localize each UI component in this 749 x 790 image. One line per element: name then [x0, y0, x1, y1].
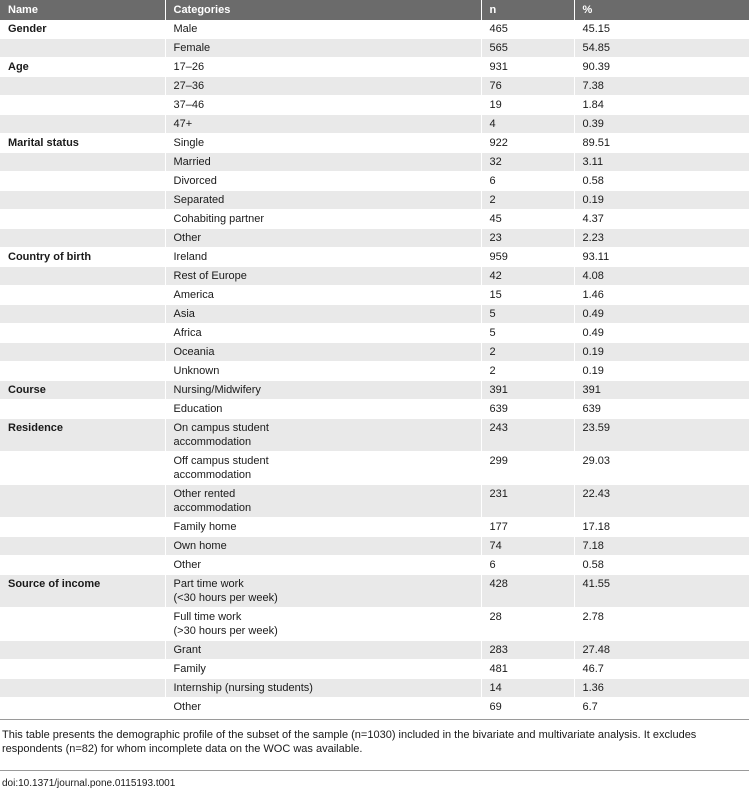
row-percent-cell: 7.18	[574, 537, 749, 556]
table-row	[0, 641, 749, 660]
table-row	[0, 485, 749, 518]
row-category-cell: Rest of Europe	[165, 267, 481, 286]
table-row	[0, 267, 749, 286]
row-n-cell: 74	[481, 537, 574, 556]
row-name-cell: Country of birth	[0, 248, 165, 267]
table-row	[0, 153, 749, 172]
row-percent-cell: 0.19	[574, 343, 749, 362]
table-row	[0, 400, 749, 419]
row-percent-cell: 0.58	[574, 172, 749, 191]
table-row	[0, 608, 749, 641]
row-category-cell: Nursing/Midwifery	[165, 381, 481, 400]
row-name-cell	[0, 698, 165, 717]
row-category-cell: Male	[165, 20, 481, 39]
row-percent-cell: 93.11	[574, 248, 749, 267]
row-percent-cell: 1.84	[574, 96, 749, 115]
row-percent-cell: 41.55	[574, 575, 749, 608]
row-n-cell: 23	[481, 229, 574, 248]
table-row	[0, 20, 749, 39]
row-name-cell	[0, 39, 165, 58]
row-percent-cell: 54.85	[574, 39, 749, 58]
table-row	[0, 39, 749, 58]
row-percent-cell: 391	[574, 381, 749, 400]
row-n-cell: 5	[481, 305, 574, 324]
row-category-cell: 17–26	[165, 58, 481, 77]
row-n-cell: 639	[481, 400, 574, 419]
row-n-cell: 922	[481, 134, 574, 153]
row-name-cell	[0, 679, 165, 698]
row-name-cell	[0, 210, 165, 229]
row-percent-cell: 3.11	[574, 153, 749, 172]
row-n-cell: 28	[481, 608, 574, 641]
row-category-cell: Unknown	[165, 362, 481, 381]
table-row	[0, 134, 749, 153]
row-name-cell	[0, 267, 165, 286]
row-name-cell	[0, 153, 165, 172]
table-row	[0, 452, 749, 485]
row-name-cell: Age	[0, 58, 165, 77]
row-name-cell	[0, 115, 165, 134]
header-row	[0, 0, 749, 20]
row-name-cell	[0, 518, 165, 537]
row-category-cell: On campus student accommodation	[165, 419, 481, 452]
row-percent-cell: 17.18	[574, 518, 749, 537]
table-row	[0, 575, 749, 608]
table-row	[0, 96, 749, 115]
row-n-cell: 6	[481, 172, 574, 191]
table-row	[0, 324, 749, 343]
row-n-cell: 465	[481, 20, 574, 39]
table-row	[0, 679, 749, 698]
table-body	[0, 20, 749, 717]
row-percent-cell: 7.38	[574, 77, 749, 96]
row-category-cell: Own home	[165, 537, 481, 556]
row-category-cell: America	[165, 286, 481, 305]
row-category-cell: Education	[165, 400, 481, 419]
row-percent-cell: 639	[574, 400, 749, 419]
row-percent-cell: 29.03	[574, 452, 749, 485]
row-percent-cell: 90.39	[574, 58, 749, 77]
row-n-cell: 177	[481, 518, 574, 537]
row-percent-cell: 0.49	[574, 324, 749, 343]
header-categories: Categories	[165, 0, 481, 20]
row-name-cell	[0, 485, 165, 518]
row-category-cell: Full time work (>30 hours per week)	[165, 608, 481, 641]
row-percent-cell: 4.08	[574, 267, 749, 286]
row-category-cell: Divorced	[165, 172, 481, 191]
row-percent-cell: 2.23	[574, 229, 749, 248]
table-row	[0, 343, 749, 362]
table-header	[0, 0, 749, 20]
table-row	[0, 77, 749, 96]
row-percent-cell: 46.7	[574, 660, 749, 679]
row-n-cell: 6	[481, 556, 574, 575]
row-category-cell: Ireland	[165, 248, 481, 267]
row-n-cell: 2	[481, 191, 574, 210]
row-n-cell: 5	[481, 324, 574, 343]
table-row	[0, 698, 749, 717]
row-percent-cell: 22.43	[574, 485, 749, 518]
row-name-cell	[0, 229, 165, 248]
row-n-cell: 959	[481, 248, 574, 267]
table-row	[0, 191, 749, 210]
row-n-cell: 69	[481, 698, 574, 717]
row-percent-cell: 2.78	[574, 608, 749, 641]
table-row	[0, 362, 749, 381]
table-row	[0, 229, 749, 248]
row-name-cell	[0, 537, 165, 556]
row-category-cell: Internship (nursing students)	[165, 679, 481, 698]
table-row	[0, 305, 749, 324]
row-category-cell: Off campus student accommodation	[165, 452, 481, 485]
row-category-cell: Africa	[165, 324, 481, 343]
row-n-cell: 32	[481, 153, 574, 172]
row-name-cell	[0, 400, 165, 419]
row-category-cell: 27–36	[165, 77, 481, 96]
table-row	[0, 286, 749, 305]
row-percent-cell: 89.51	[574, 134, 749, 153]
row-category-cell: Oceania	[165, 343, 481, 362]
row-name-cell: Source of income	[0, 575, 165, 608]
row-name-cell	[0, 362, 165, 381]
row-n-cell: 428	[481, 575, 574, 608]
row-percent-cell: 0.19	[574, 191, 749, 210]
row-name-cell: Course	[0, 381, 165, 400]
row-n-cell: 45	[481, 210, 574, 229]
row-percent-cell: 23.59	[574, 419, 749, 452]
row-n-cell: 2	[481, 362, 574, 381]
row-category-cell: Cohabiting partner	[165, 210, 481, 229]
row-name-cell	[0, 191, 165, 210]
row-percent-cell: 0.19	[574, 362, 749, 381]
header-name: Name	[0, 0, 165, 20]
row-category-cell: Separated	[165, 191, 481, 210]
row-name-cell	[0, 96, 165, 115]
row-name-cell	[0, 556, 165, 575]
table-doi: doi:10.1371/journal.pone.0115193.t001	[2, 778, 176, 789]
row-n-cell: 299	[481, 452, 574, 485]
row-category-cell: Other rented accommodation	[165, 485, 481, 518]
row-category-cell: Married	[165, 153, 481, 172]
table-row	[0, 248, 749, 267]
table-footnote: This table presents the demographic profile of the subset of the sample (n=1030) included in the bivariate and multivariate analysis. It excludes respondents (n=82) for whom incomplete data on the WOC was available.	[2, 729, 697, 755]
row-category-cell: Grant	[165, 641, 481, 660]
row-n-cell: 283	[481, 641, 574, 660]
row-n-cell: 565	[481, 39, 574, 58]
row-n-cell: 2	[481, 343, 574, 362]
table-row	[0, 172, 749, 191]
row-name-cell: Residence	[0, 419, 165, 452]
row-n-cell: 76	[481, 77, 574, 96]
row-n-cell: 14	[481, 679, 574, 698]
table-row	[0, 115, 749, 134]
row-name-cell: Gender	[0, 20, 165, 39]
row-category-cell: Other	[165, 698, 481, 717]
table-row	[0, 381, 749, 400]
row-n-cell: 481	[481, 660, 574, 679]
row-n-cell: 42	[481, 267, 574, 286]
row-category-cell: Other	[165, 229, 481, 248]
row-n-cell: 4	[481, 115, 574, 134]
table-row	[0, 537, 749, 556]
row-name-cell	[0, 660, 165, 679]
row-percent-cell: 1.36	[574, 679, 749, 698]
row-name-cell	[0, 452, 165, 485]
row-percent-cell: 0.39	[574, 115, 749, 134]
row-name-cell	[0, 305, 165, 324]
table-row	[0, 210, 749, 229]
row-name-cell	[0, 172, 165, 191]
header-percent: %	[574, 0, 749, 20]
row-percent-cell: 27.48	[574, 641, 749, 660]
row-category-cell: Family	[165, 660, 481, 679]
row-name-cell	[0, 324, 165, 343]
table-row	[0, 660, 749, 679]
row-n-cell: 931	[481, 58, 574, 77]
row-name-cell: Marital status	[0, 134, 165, 153]
header-n: n	[481, 0, 574, 20]
row-category-cell: Single	[165, 134, 481, 153]
row-percent-cell: 6.7	[574, 698, 749, 717]
row-name-cell	[0, 343, 165, 362]
row-percent-cell: 0.58	[574, 556, 749, 575]
row-name-cell	[0, 286, 165, 305]
row-n-cell: 243	[481, 419, 574, 452]
row-n-cell: 15	[481, 286, 574, 305]
row-category-cell: 47+	[165, 115, 481, 134]
row-category-cell: Other	[165, 556, 481, 575]
table-row	[0, 419, 749, 452]
table-row	[0, 518, 749, 537]
row-n-cell: 231	[481, 485, 574, 518]
row-percent-cell: 1.46	[574, 286, 749, 305]
row-category-cell: Female	[165, 39, 481, 58]
table-row	[0, 58, 749, 77]
row-category-cell: Family home	[165, 518, 481, 537]
row-percent-cell: 45.15	[574, 20, 749, 39]
row-name-cell	[0, 608, 165, 641]
row-category-cell: 37–46	[165, 96, 481, 115]
table-row	[0, 556, 749, 575]
row-category-cell: Part time work (<30 hours per week)	[165, 575, 481, 608]
row-percent-cell: 0.49	[574, 305, 749, 324]
row-n-cell: 19	[481, 96, 574, 115]
row-n-cell: 391	[481, 381, 574, 400]
row-percent-cell: 4.37	[574, 210, 749, 229]
row-name-cell	[0, 641, 165, 660]
row-category-cell: Asia	[165, 305, 481, 324]
row-name-cell	[0, 77, 165, 96]
